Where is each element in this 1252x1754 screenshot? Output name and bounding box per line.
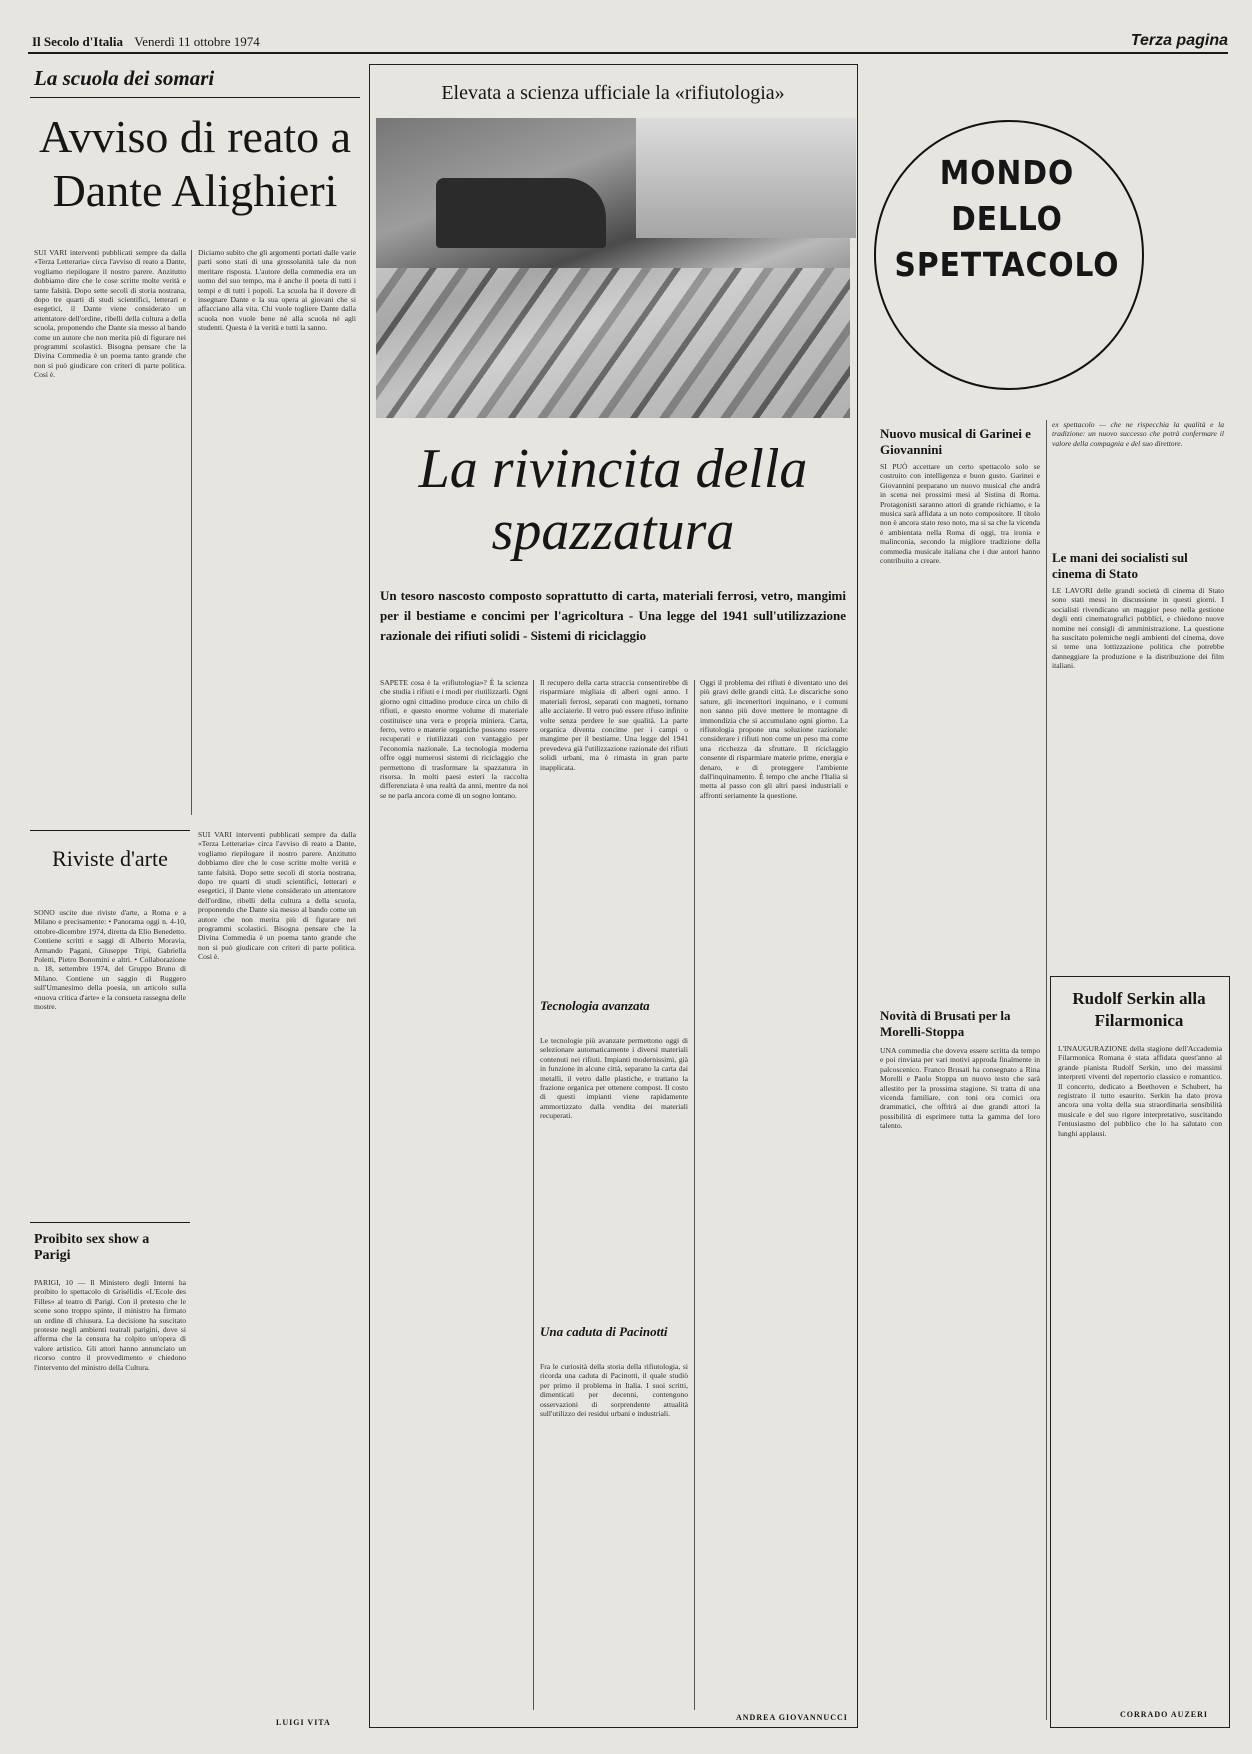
caduta-body: Fra le curiosità della storia della rifiutologia, si ricorda una caduta di Pacinotti, il quale studiò per primo il problema in Italia. I suoi scritti, dimenticati per decenni, contengono osservazioni di sorprendente attualità sull'utilizzo dei residui urbani e industriali. [540,1362,688,1419]
center-headline: La rivincita della spazzatura [418,438,808,562]
rubble-photo [376,118,850,418]
brusati-body: UNA commedia che doveva essere scritta da tempo e poi rinviata per vari motivi approda finalmente in palcoscenico. Franco Brusati ha consegnato a Rina Morelli e Paolo Stoppa un nuovo testo che sarà allestito per la prossima stagione. Si tratta di una vicenda familiare, con toni ora comici ora drammatici, che offrirà ai due grandi attori la possibilità di esprimere tutta la gamma del loro talento. [880,1046,1040,1131]
column-divider [694,680,695,1710]
photo-sky [636,118,856,238]
article-dante-col1: SUI VARI interventi pubblicati sempre da dalla «Terza Letteraria» circa l'avviso di reato a Dante, vogliamo riepilogare il nostro parere. Anzitutto dobbiamo dire che le cose scritte molte verità e tante falsità. Dopo sette secoli di storia nostrana, dopo tre quarti di studi scientifici, letterari e esegetici, il Dante viene considerato un attentatore dell'ordine, ribelli della cultura a della scuola, proponendo che Dante sia messo al bando come un autore che non merita più di figurare nei programmi scolastici. Bisogna pensare che la Divina Commedia è un poema tanto grande che non si può giudicare con criteri di parte politica. Così è. [34,248,186,380]
masthead-date [32,34,260,50]
socialisti-heading: Le mani dei socialisti sul cinema di Stato [1052,550,1188,581]
article-dante-col2-cont: SUI VARI interventi pubblicati sempre da dalla «Terza Letteraria» circa l'avviso di reato a Dante, vogliamo riepilogare il nostro parere. Anzitutto dobbiamo dire che le cose scritte molte verità e tante falsità. Dopo sette secoli di storia nostrana, dopo tre quarti di studi scientifici, letterari e esegetici, il Dante viene considerato un attentatore dell'ordine, ribelli della cultura a della scuola, proponendo che Dante sia messo al bando come un autore che non merita più di figurare nei programmi scolastici. Bisogna pensare che la Divina Commedia è un poema tanto grande che non si può giudicare con criteri di parte politica. Così è. [198,830,356,962]
center-col1: SAPETE cosa è la «rifiutologia»? È la scienza che studia i rifiuti e i modi per riutilizzarli. Ogni giorno ogni cittadino produce circa un chilo di rifiuti, e questo enorme volume di materiale costituisce una vera e propria miniera. Carta, ferro, vetro e materie organiche possono essere recuperati e riutilizzati con vantaggio per l'economia nazionale. La tecnologia moderna offre oggi numerosi sistemi di riciclaggio che permettono di trasformare la spazzatura in risorsa. In molti paesi esteri la raccolta differenziata è una realtà da anni, mentre da noi se ne parla ancora come di un sogno lontano. [380,678,528,800]
kicker-rule [30,97,360,98]
tech-heading: Tecnologia avanzata [540,998,650,1013]
section-label: Terza pagina [1130,32,1228,49]
byline-center: ANDREA GIOVANNUCCI [736,1713,848,1722]
header-rule [28,52,1228,54]
byline-right: CORRADO AUZERI [1120,1710,1209,1719]
center-kicker: Elevata a scienza ufficiale la «rifiutologia» [441,82,785,104]
center-subtitle: Un tesoro nascosto composto soprattutto di carta, materiali ferrosi, vetro, mangimi per il bestiame e concimi per l'agricoltura - Una legge del 1941 sull'utilizzazione razionale dei rifiuti solidi - Sistemi di riciclaggio [380,588,846,643]
circle-line-1: MONDO [939,153,1075,192]
photo-car [436,178,606,248]
riviste-body: SONO uscite due riviste d'arte, a Roma e a Milano e precisamente: • Panorama oggi n. 4-10, ottobre-dicembre 1974, diretta da Elio Benedetto. Contiene scritti e saggi di Alberto Moravia, Armando Pagani, Giuseppe Tripi, Gabriella Poletti, Pietro Bonomini e altri. • Collaborazione n. 18, settembre 1974, del Gruppo Bruno di Milano. Contiene un saggio di Ruggero sull'Umanesimo della poesia, un articolo sulla «nuova critica d'arte» e la consueta rassegna delle mostre. [34,908,186,1012]
column-divider [191,250,192,815]
musical-body: SI PUÒ accettare un certo spettacolo solo se costruito con intelligenza e buon gusto. Garinei e Giovannini preparano un nuovo musical che andrà in scena nei prossimi mesi al Sistina di Roma. Protagonisti saranno attori di grande richiamo, e la musica sarà affidata a un noto compositore. Il titolo non è ancora stato reso noto, ma si sa che la vicenda è ambientata nella Roma di oggi, tra ironia e malinconia, secondo la migliore tradizione della commedia musicale italiana che i due autori hanno contribuito a creare. [880,462,1040,566]
column-divider [533,680,534,1710]
circle-line-2: DELLO [951,199,1063,238]
masthead: Il Secolo d'Italia [32,34,124,49]
column-divider [1046,420,1047,1720]
photo-rubble [376,268,850,418]
caduta-heading: Una caduta di Pacinotti [540,1324,668,1339]
left-kicker: La scuola dei somari [34,66,215,90]
mondo-spettacolo-title [880,150,1134,288]
issue-date: Venerdì 11 ottobre 1974 [134,34,260,49]
center-col3: Oggi il problema dei rifiuti è diventato uno dei più gravi delle grandi città. Le discariche sono sature, gli inceneritori inquinano, e i comuni non sanno più dove mettere le montagne di immondizia che si accumulano ogni giorno. La rifiutologia propone una soluzione razionale: considerare i rifiuti non come un peso ma come una ricchezza da sfruttare. Il riciclaggio consente di risparmiare materie prime, energia e denaro, e di proteggere l'ambiente dall'inquinamento. È tempo che anche l'Italia si metta al passo con gli altri paesi industriali e affronti seriamente la questione. [700,678,848,800]
article-dante-col2: Diciamo subito che gli argomenti portati dalle varie parti sono stati di una grossolanità tale da non meritare risposta. L'autore della commedia era un uomo del suo tempo, ma è anche il poeta di tutti i tempi e di tutti i popoli. La scuola ha il dovere di insegnare Dante e la sua opera ai giovani che si affacciano alla vita. Chi vuole togliere Dante dalla scuola non vuole bene né alla scuola né agli studenti. Questa è la verità e tutti la sanno. [198,248,356,333]
left-headline: Avviso di reato a Dante Alighieri [38,111,352,216]
byline-left: LUIGI VITA [276,1718,331,1727]
serkin-body: L'INAUGURAZIONE della stagione dell'Accademia Filarmonica Romana è stata affidata quest'anno al grande pianista Rudolf Serkin, uno dei massimi interpreti viventi del repertorio classico e romantico. Il concerto, dedicato a Beethoven e Schubert, ha registrato il tutto esaurito. Serkin ha dato prova ancora una volta della sua straordinaria sensibilità musicale e del suo rigore interpretativo, suscitando l'entusiasmo del pubblico che lo ha salutato con lunghi applausi. [1058,1044,1222,1138]
proibito-heading: Proibito sex show a Parigi [34,1232,150,1263]
brusati-heading: Novità di Brusati per la Morelli-Stoppa [880,1008,1011,1039]
center-col2: Il recupero della carta straccia consentirebbe di risparmiare migliaia di alberi ogni anno. I materiali ferrosi, separati con magneti, tornano alle acciaierie. Il vetro può essere rifuso infinite volte senza perdere le sue qualità. La parte organica diventa concime per i campi o mangime per il bestiame. Una legge del 1941 prevedeva già l'utilizzazione razionale dei rifiuti solidi urbani, ma è rimasta in gran parte inapplicata. [540,678,688,772]
section-rule [30,1222,190,1223]
proibito-body: PARIGI, 10 — Il Ministero degli Interni ha proibito lo spettacolo di Grisélidis «L'Ecole des Filles» al teatro di Parigi. Con il pretesto che le scene sono troppo spinte, il ministro ha firmato un ordine di chiusura. La decisione ha suscitato proteste negli ambienti teatrali parigini, dove si afferma che la censura ha colpito un'opera di valore artistico. Gli attori hanno annunciato un ricorso contro il provvedimento e chiedono l'intervento del ministro della Cultura. [34,1278,186,1372]
riviste-heading: Riviste d'arte [52,846,168,871]
socialisti-body: LE LAVORI delle grandi società di cinema di Stato sono stati messi in discussione in questi giorni. I socialisti rivendicano un maggior peso nella gestione degli enti cinematografici pubblici, e chiedono nuove nomine nei consigli di amministrazione. La questione ha suscitato polemiche negli ambienti del cinema, dove si teme una lottizzazione politica che potrebbe danneggiare la produzione e la distribuzione dei film italiani. [1052,586,1224,671]
tech-body: Le tecnologie più avanzate permettono oggi di selezionare automaticamente i diversi materiali contenuti nei rifiuti. Impianti modernissimi, già in funzione in alcune città, separano la carta dai metalli, il vetro dalle plastiche, e trattano la frazione organica per ottenere compost. Il costo di questi impianti viene rapidamente ammortizzato dalla vendita dei materiali recuperati. [540,1036,688,1121]
section-rule [30,830,190,831]
right-top-snippet: ex spettacolo — che ne rispecchia la qualità e la tradizione: un nuovo successo che potrà confermare il valore della compagnia e del suo direttore. [1052,420,1224,448]
circle-line-3: SPETTACOLO [894,245,1120,284]
musical-heading: Nuovo musical di Garinei e Giovannini [880,426,1031,457]
serkin-heading: Rudolf Serkin alla Filarmonica [1072,989,1206,1030]
